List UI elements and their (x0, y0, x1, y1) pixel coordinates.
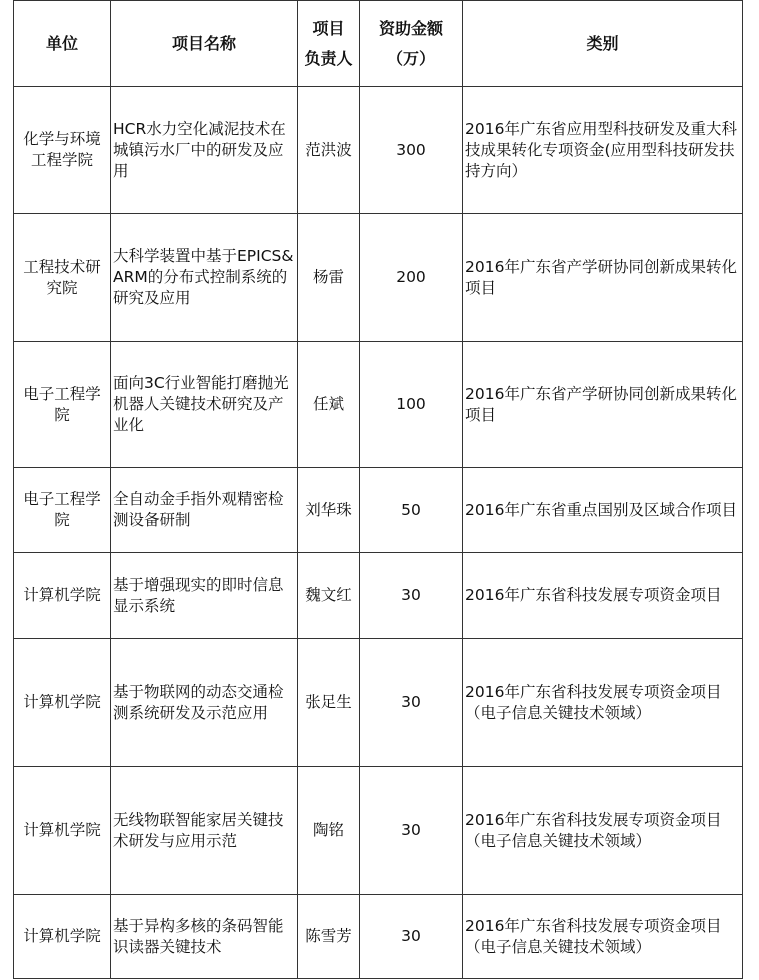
cell-category: 2016年广东省产学研协同创新成果转化项目 (463, 342, 743, 468)
header-project-name: 项目名称 (111, 1, 298, 87)
cell-leader: 陶铭 (298, 767, 360, 895)
header-category: 类别 (463, 1, 743, 87)
header-leader-line1: 项目 (312, 18, 345, 38)
cell-amount: 50 (360, 468, 463, 553)
cell-project-name: HCR水力空化减泥技术在城镇污水厂中的研发及应用 (111, 87, 298, 214)
header-leader (298, 1, 360, 87)
cell-category: 2016年广东省应用型科技研发及重大科技成果转化专项资金(应用型科技研发扶持方向） (463, 87, 743, 214)
cell-category: 2016年广东省科技发展专项资金项目（电子信息关键技术领域） (463, 895, 743, 979)
cell-leader: 杨雷 (298, 214, 360, 342)
table-row (14, 553, 743, 639)
cell-amount: 200 (360, 214, 463, 342)
cell-unit: 电子工程学院 (14, 468, 111, 553)
table-row (14, 639, 743, 767)
cell-category: 2016年广东省科技发展专项资金项目（电子信息关键技术领域） (463, 767, 743, 895)
cell-unit: 工程技术研究院 (14, 214, 111, 342)
cell-project-name: 全自动金手指外观精密检测设备研制 (111, 468, 298, 553)
table-header-row (14, 1, 743, 87)
cell-project-name: 基于增强现实的即时信息显示系统 (111, 553, 298, 639)
cell-project-name: 基于物联网的动态交通检测系统研发及示范应用 (111, 639, 298, 767)
table-row (14, 767, 743, 895)
cell-unit: 化学与环境工程学院 (14, 87, 111, 214)
header-unit: 单位 (14, 1, 111, 87)
cell-leader: 任斌 (298, 342, 360, 468)
cell-unit: 计算机学院 (14, 895, 111, 979)
cell-category: 2016年广东省科技发展专项资金项目（电子信息关键技术领域） (463, 639, 743, 767)
header-amount-line1: 资助金额 (378, 18, 443, 38)
table-row (14, 342, 743, 468)
cell-amount: 30 (360, 639, 463, 767)
table-row (14, 87, 743, 214)
grant-projects-table (13, 0, 743, 979)
cell-category: 2016年广东省产学研协同创新成果转化项目 (463, 214, 743, 342)
cell-amount: 30 (360, 767, 463, 895)
cell-leader: 张足生 (298, 639, 360, 767)
cell-unit: 计算机学院 (14, 767, 111, 895)
table-row (14, 214, 743, 342)
cell-leader: 刘华珠 (298, 468, 360, 553)
header-amount-line2: （万） (386, 48, 435, 68)
cell-project-name: 大科学装置中基于EPICS&ARM的分布式控制系统的研究及应用 (111, 214, 298, 342)
cell-category: 2016年广东省重点国别及区域合作项目 (463, 468, 743, 553)
cell-project-name: 无线物联智能家居关键技术研发与应用示范 (111, 767, 298, 895)
cell-leader: 陈雪芳 (298, 895, 360, 979)
cell-project-name: 基于异构多核的条码智能识读器关键技术 (111, 895, 298, 979)
header-leader-line2: 负责人 (304, 48, 353, 68)
cell-leader: 范洪波 (298, 87, 360, 214)
cell-leader: 魏文红 (298, 553, 360, 639)
cell-unit: 计算机学院 (14, 553, 111, 639)
cell-unit: 计算机学院 (14, 639, 111, 767)
header-amount (360, 1, 463, 87)
cell-amount: 300 (360, 87, 463, 214)
cell-category: 2016年广东省科技发展专项资金项目 (463, 553, 743, 639)
table-row (14, 468, 743, 553)
table-row (14, 895, 743, 979)
cell-amount: 100 (360, 342, 463, 468)
cell-amount: 30 (360, 895, 463, 979)
cell-amount: 30 (360, 553, 463, 639)
cell-unit: 电子工程学院 (14, 342, 111, 468)
cell-project-name: 面向3C行业智能打磨抛光机器人关键技术研究及产业化 (111, 342, 298, 468)
